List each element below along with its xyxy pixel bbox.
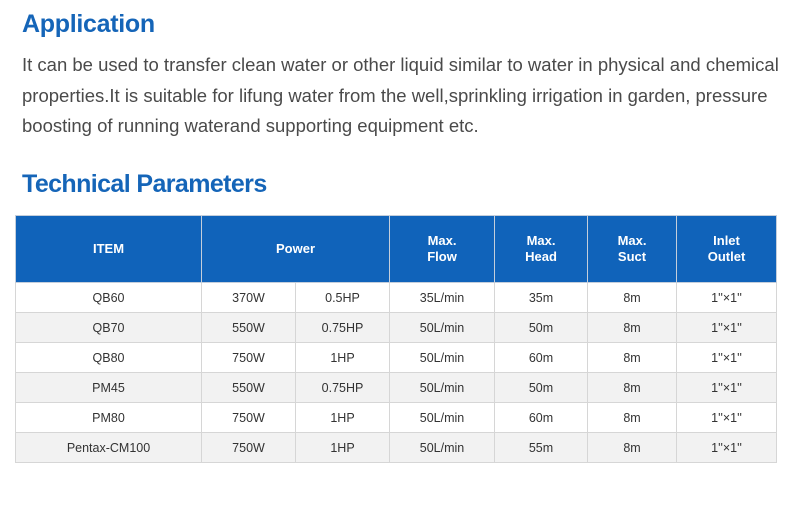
cell-flow: 50L/min	[390, 373, 495, 403]
cell-head: 50m	[495, 313, 588, 343]
cell-hp: 1HP	[296, 433, 390, 463]
application-description: It can be used to transfer clean water or other liquid similar to water in physical and chemical properties.It is suitable for lifung water from the well,sprinkling irrigation in garden, pressure boosting of running waterand supporting equipment etc.	[22, 54, 779, 136]
technical-parameters-table	[15, 215, 777, 463]
cell-suct: 8m	[588, 403, 677, 433]
cell-suct: 8m	[588, 373, 677, 403]
cell-watt: 550W	[202, 373, 296, 403]
cell-item: QB60	[16, 283, 202, 313]
table-row	[16, 313, 777, 343]
cell-head: 60m	[495, 403, 588, 433]
header-max-head: Max. Head	[495, 216, 588, 283]
cell-suct: 8m	[588, 433, 677, 463]
cell-suct: 8m	[588, 283, 677, 313]
technical-parameters-heading: Technical Parameters	[22, 170, 267, 198]
cell-io: 1''×1''	[677, 283, 777, 313]
table-row	[16, 373, 777, 403]
cell-suct: 8m	[588, 313, 677, 343]
cell-io: 1''×1''	[677, 403, 777, 433]
cell-hp: 0.75HP	[296, 313, 390, 343]
header-item: ITEM	[16, 216, 202, 283]
cell-io: 1''×1''	[677, 433, 777, 463]
cell-watt: 550W	[202, 313, 296, 343]
cell-head: 55m	[495, 433, 588, 463]
application-heading: Application	[22, 10, 155, 38]
table-row	[16, 403, 777, 433]
cell-flow: 50L/min	[390, 343, 495, 373]
cell-hp: 1HP	[296, 403, 390, 433]
cell-head: 50m	[495, 373, 588, 403]
cell-flow: 50L/min	[390, 313, 495, 343]
header-max-flow: Max. Flow	[390, 216, 495, 283]
table-row	[16, 433, 777, 463]
cell-item: PM45	[16, 373, 202, 403]
cell-suct: 8m	[588, 343, 677, 373]
cell-watt: 750W	[202, 433, 296, 463]
cell-hp: 1HP	[296, 343, 390, 373]
cell-head: 35m	[495, 283, 588, 313]
cell-watt: 750W	[202, 343, 296, 373]
cell-item: Pentax-CM100	[16, 433, 202, 463]
header-max-suct: Max. Suct	[588, 216, 677, 283]
cell-io: 1''×1''	[677, 313, 777, 343]
header-power: Power	[202, 216, 390, 283]
cell-item: QB70	[16, 313, 202, 343]
table-row	[16, 283, 777, 313]
cell-hp: 0.75HP	[296, 373, 390, 403]
header-inlet-outlet: Inlet Outlet	[677, 216, 777, 283]
cell-flow: 35L/min	[390, 283, 495, 313]
cell-head: 60m	[495, 343, 588, 373]
cell-watt: 750W	[202, 403, 296, 433]
cell-hp: 0.5HP	[296, 283, 390, 313]
cell-flow: 50L/min	[390, 403, 495, 433]
cell-watt: 370W	[202, 283, 296, 313]
table-header-row	[16, 216, 777, 283]
cell-io: 1''×1''	[677, 343, 777, 373]
cell-item: QB80	[16, 343, 202, 373]
cell-io: 1''×1''	[677, 373, 777, 403]
cell-item: PM80	[16, 403, 202, 433]
table-row	[16, 343, 777, 373]
cell-flow: 50L/min	[390, 433, 495, 463]
